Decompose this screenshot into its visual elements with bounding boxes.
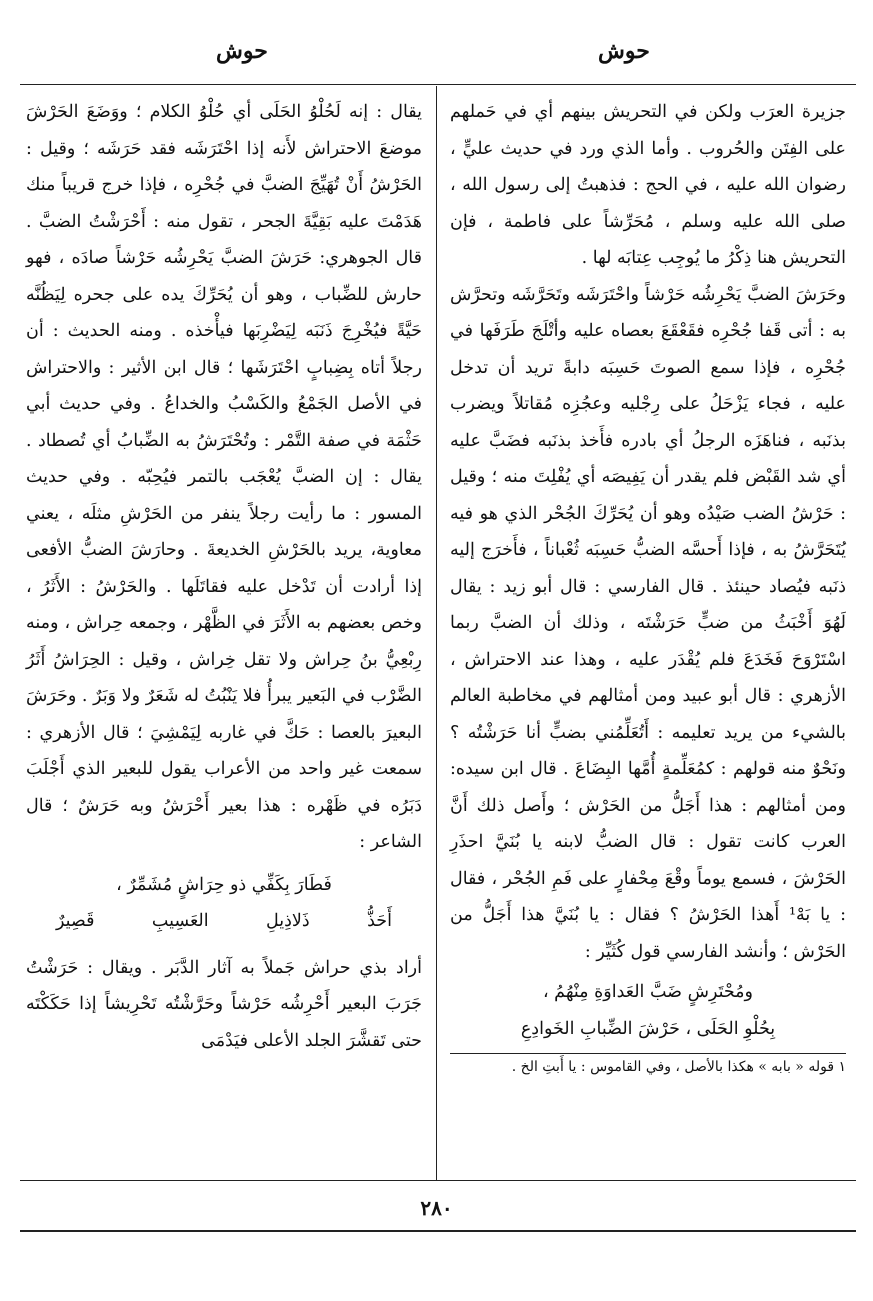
verse-line: فَطَارَ بِكَفِّي ذو حِرَاشٍ مُشَمِّرٌ ، <box>116 874 332 895</box>
page-header <box>0 38 873 78</box>
bottom-border <box>20 1230 856 1232</box>
column-separator <box>436 86 437 1180</box>
verse <box>450 974 846 1047</box>
verse <box>26 867 422 940</box>
footnote: ١ قوله « بابه » هكذا بالأصل ، وفي القاموس : يا أَبتِ الخ . <box>511 1059 846 1075</box>
verse-word: ذَلاذِيلِ <box>266 911 310 931</box>
paragraph: أراد بذي حراش جَملاً به آثار الدَّبَر . ويقال : حَرَشْتُ جَرَبَ البعير أَحْرِشُه حَرْشاً وحَرَّشْتُه تَحْرِيشاً إذا حَكَكْتَه حتى تَقشَّرَ الجلد الأعلى فيَدْمَى <box>26 957 422 1051</box>
verse-line: بِحُلْوِ الحَلَى ، حَرْشَ الضِّبابِ الخَوادِعِ <box>520 1018 776 1039</box>
paragraph: جزيرة العرَب ولكن في التحريش بينهم أي في حَملهم على الفِتَن والحُروب . وأما الذي ورد في حديث عليٍّ ، رضوان الله عليه ، في الحج : فذهبتُ إلى رسول الله ، صلى الله عليه وسلم ، مُحَرِّشاً على فاطمة ، فإن التحريش هنا ذِكْرُ ما يُوجِب عِتابَه لها . <box>450 102 846 268</box>
paragraph: يقال : إنه لَحُلْوُ الحَلَى أي حُلْوُ الكلام ؛ ووَضَعَ الحَرْشَ موضعَ الاحتراش لأَنه إذا احْتَرَشَه فقد حَرَشَه ؛ وقيل : الحَرْشُ أَنْ تُهَيِّجَ الضبَّ في جُحْرِه ، فإذا خرج قريباً منك هَدَمْتَ عليه بَقِيَّةَ الجحر ، تقول منه : أَحْرَشْتُ الضبَّ . قال الجوهري: حَرَشَ الضبَّ يَحْرِشُه حَرْشاً صادَه ، فهو حارش للضِّباب ، وهو أن يُحَرِّكَ يده على جحره لِيَظُنَّه حَيَّةً فيُخْرِجَ ذَنَبَه لِيَضْرِبَها فيأْخذه . ومنه الحديث : أن رجلاً أتاه بِضِبابٍ احْتَرَشَها ؛ قال ابن الأثير : والاحتراش في الأصل الجَمْعُ والكَسْبُ والخداعُ . وفي حديث أبي حَثْمَة في صفة التَّمْر : وتُحْتَرَشُ به الضِّبابُ أي تُصطاد . يقال : إن الضبَّ يُعْجَب بالتمر فيُحِبّه . وفي حديث المسور : ما رأيت رجلاً ينفر من الحَرْشِ مثلَه ، يعني معاوية، يريد بالحَرْشِ الخديعةَ . وحارَشَ الضبُّ الأفعى إذا أرادت أن تَدْخل عليه فقاتَلَها . والحَرْشُ : الأَثَرُ ، وخص بعضهم به الأَثَرَ في الظَّهْر ، وجمعه حِراش ، ومنه رِبْعِيُّ بنُ حِراش ولا تقل خِراش ، وقيل : الحِرَاشُ أَثَرُ الضَّرْب في البَعير يبرأُ فلا يَنْبُتُ له شَعَرٌ ولا وَبَرٌ . وحَرَشَ البعيرَ بالعصا : حَكَّ في غاربه لِيَمْشِيَ ؛ قال الأزهري : سمعت غير واحد من الأعراب يقول للبعير الذي أَجْلَبَ دَبَرُه في ظَهْره : هذا بعير أَحْرَشُ وبه حَرَشٌ ؛ قال الشاعر : <box>26 102 422 852</box>
verse-word: العَسِيبِ <box>151 911 209 931</box>
verse-word: قَصِيرٌ <box>56 911 95 931</box>
footer-rule <box>20 1180 856 1181</box>
paragraph: وحَرَشَ الضبَّ يَحْرِشُه حَرْشاً واحْتَرَشَه وتَحَرَّشَه وتحرَّش به : أتى قَفا جُحْرِه فقَعْقَعَ بعصاه عليه وأتْلَجَ طَرَفَها في جُحْرِه ، فإذا سمع الصوتَ حَسِبَه دابةً تريد أن تدخل عليه ، فجاء يَزْحَلُ على رِجْليه وعجُزِه مُقاتلاً ويضرب بذنَبه ، فناهَزَه الرجلُ أي بادره فأَخذ بذنَبه فضَبَّ عليه أي شد القَبْض فلم يقدر أن يَفِيصَه أي يُفْلِتَ منه ؛ وقيل : حَرْشُ الضب صَيْدُه وهو أن يُحَرِّكَ الجُحْر الذي هو فيه يُتَحَرَّشُ به ، فإذا أَحسَّه الضبُّ حَسِبَه ثُعْباناً ، فأَخرَج إليه ذنَبه فيُصاد حينئذ . قال الفارسي : قال أبو زيد : يقال لَهُوَ أَخْبَثُ من ضبٍّ حَرَشْتَه ، وذلك أن الضبَّ ربما اسْتَرْوَحَ فَخَدَعَ فلم يُقْدَر عليه ، وهذا عند الاحتراش ، الأزهري : قال أبو عبيد ومن أمثالهم في مخاطبة العالم بالشيء من يريد تعليمه : أَتُعَلِّمُني بضبٍّ أنا حَرَشْتُه ؟ ونَحْوٌ منه قولهم : كمُعَلِّمةٍ أُمَّها البِضَاعَ . قال ابن سيده: ومن أمثالهم : هذا أَجَلُّ من الحَرْش ؛ وأَصل ذلك أَنَّ العرب كانت تقول : قال الضبُّ لابنه يا بُنَيَّ احذَرِ الحَرْشَ ، فسمع يوماً وقْعَ مِحْفارٍ على فَمِ الجُحْر ، فقال : يا بَهْ¹ أَهذا الحَرْشُ ؟ فقال : يا بُنَيَّ هذا أَجَلُّ من الحَرْش ؛ وأنشد الفارسي قول كُثَيِّر : <box>450 284 846 962</box>
header-rule <box>20 84 856 85</box>
running-head-right: حوش <box>598 38 650 64</box>
verse-word: أَحَذُّ <box>367 911 392 931</box>
running-head-left: حوش <box>216 38 268 64</box>
right-column <box>450 94 846 1080</box>
verse-line <box>26 903 422 940</box>
verse-line: ومُحْتَرِشٍ ضَبَّ العَداوَةِ مِنْهُمُ ، <box>542 982 754 1002</box>
page-number: ٢٨٠ <box>420 1196 453 1220</box>
left-column <box>26 94 422 1059</box>
